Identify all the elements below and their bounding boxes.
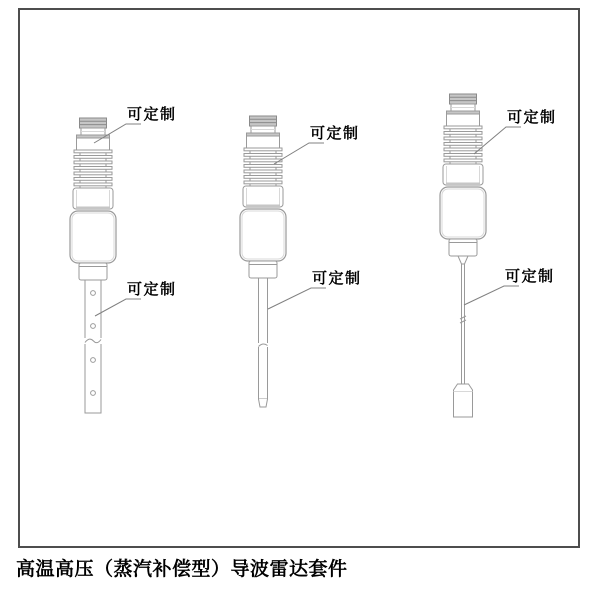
annotation-device2-head: 可定制 (310, 125, 360, 142)
annotation-device1-head: 可定制 (127, 106, 177, 123)
annotation-device3-probe: 可定制 (505, 268, 555, 285)
device-3-cable-weight-probe (440, 94, 486, 417)
device-1-perforated-tube-probe (70, 118, 116, 413)
leader-device3-probe (464, 286, 519, 305)
annotation-device2-probe: 可定制 (312, 270, 362, 287)
leader-device2-probe (268, 288, 326, 309)
annotation-device1-probe: 可定制 (127, 281, 177, 298)
device-2-rod-probe (240, 116, 286, 407)
annotation-device3-head: 可定制 (507, 109, 557, 126)
figure-caption: 高温高压（蒸汽补偿型）导波雷达套件 (16, 559, 348, 580)
leader-device1-probe (95, 299, 141, 316)
